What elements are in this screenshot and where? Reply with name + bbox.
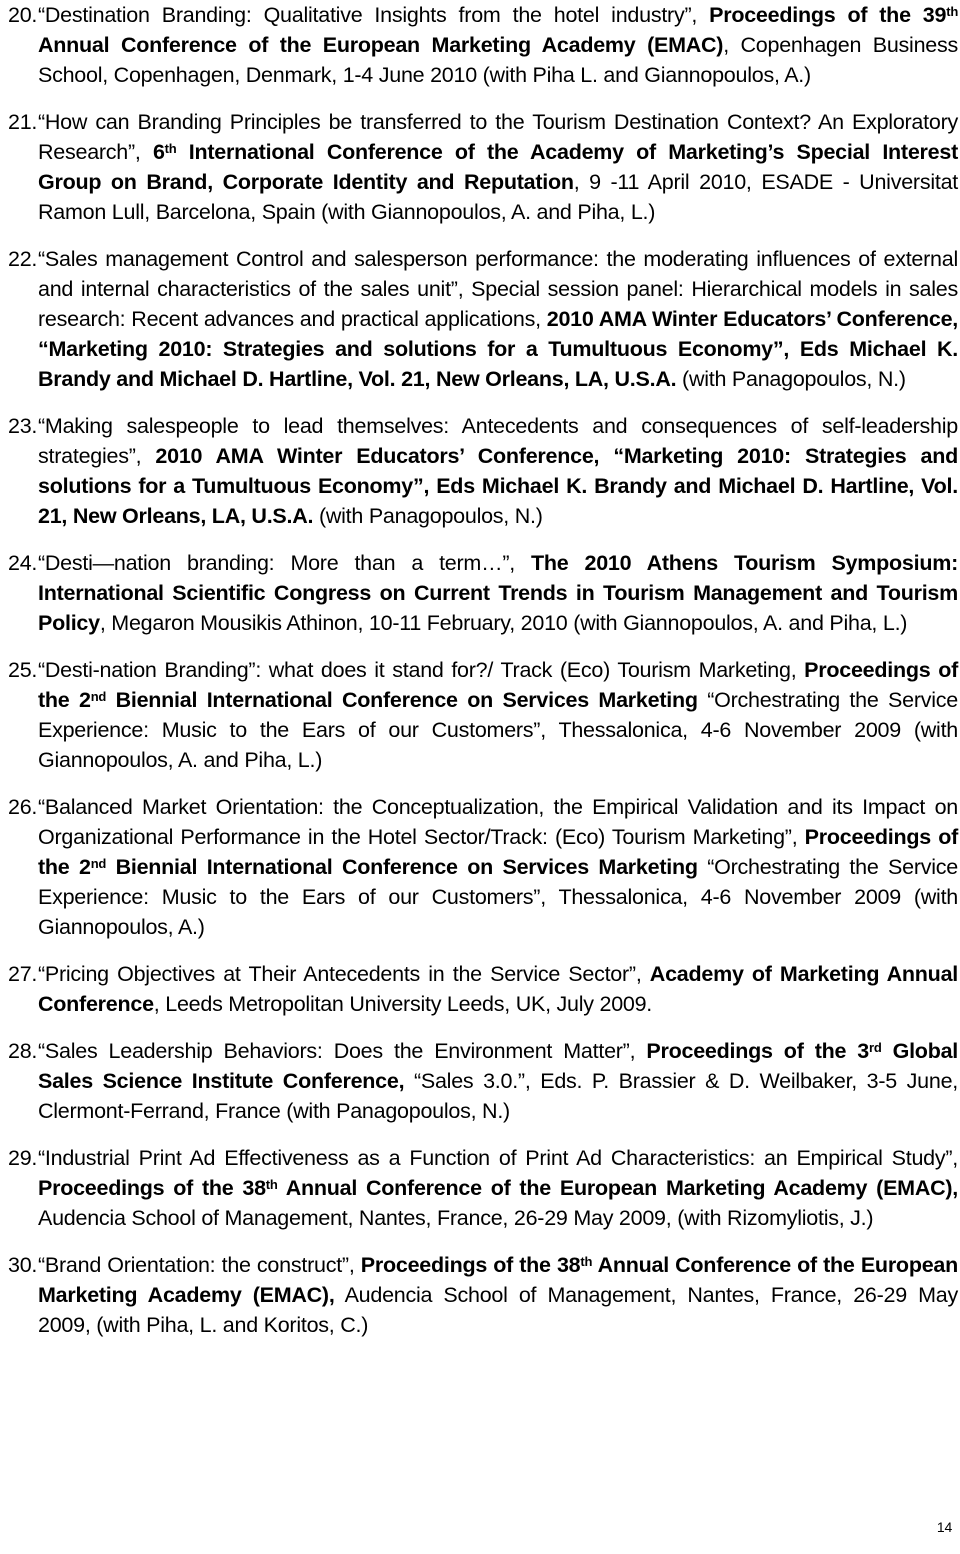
venue-text: Proceedings of the 39 [709,3,947,27]
ordinal-suffix: th [265,1177,278,1192]
venue-text: Annual Conference of the European Marketing Academy (EMAC) [38,33,724,57]
entry-text: “Destination Branding: Qualitative Insights from the hotel industry”, [38,3,710,27]
venue-text: Global Sales Science Institute Conference, [38,1039,959,1093]
entry-text: “Orchestrating the Service Experience: Music to the Ears of our Customers”, Thessalonica, 4-6 November 2009 (with Giannopoulos, A. and Piha, L.) [38,688,958,772]
ordinal-suffix: th [164,141,177,156]
entry-number: 24. [8,551,38,575]
venue-text: Annual Conference of the European Marketing Academy (EMAC), [277,1176,959,1200]
entry-text: “Sales 3.0.”, Eds. P. Brassier & D. Weilbaker, 3-5 June, Clermont-Ferrand, France (with Panagopoulos, N.) [38,1069,959,1123]
ordinal-suffix: nd [90,856,107,871]
venue-text: 6 [152,140,165,164]
venue-text: Annual Conference of the European Marketing Academy (EMAC), [38,1253,958,1307]
entry-number: 27. [8,962,38,986]
entry-text: “Sales Leadership Behaviors: Does the Environment Matter”, [38,1039,647,1063]
ordinal-suffix: nd [90,689,107,704]
entry-text: , Megaron Mousikis Athinon, 10-11 February, 2010 (with Giannopoulos, A. and Piha, L.) [99,611,908,635]
entry-text: Audencia School of Management, Nantes, France, 26-29 May 2009, (with Rizomyliotis, J.) [38,1206,874,1230]
entry-number: 20. [8,3,38,27]
entry-text: “Desti-nation Branding”: what does it stand for?/ Track (Eco) Tourism Marketing, [38,658,805,682]
venue-text: Proceedings of the 2 [38,658,958,712]
entry-number: 21. [8,110,38,134]
venue-text: The 2010 Athens Tourism Symposium: International Scientific Congress on Current Trends in Tourism Management and Tourism Policy [38,551,958,635]
publication-entry [8,1036,958,1126]
entry-number: 30. [8,1253,38,1277]
entry-text: , 9 -11 April 2010, ESADE - Universitat Ramon Lull, Barcelona, Spain (with Giannopoulos, A. and Piha, L.) [38,170,958,224]
entry-number: 25. [8,658,38,682]
venue-text: Proceedings of the 38 [360,1253,581,1277]
publication-list [8,0,958,1357]
entry-number: 23. [8,414,38,438]
entry-text: , Copenhagen Business School, Copenhagen, Denmark, 1-4 June 2010 (with Piha L. and Giannopoulos, A.) [38,33,958,87]
entry-text: “How can Branding Principles be transferred to the Tourism Destination Context? An Exploratory Research”, [38,110,958,164]
venue-text: 2010 AMA Winter Educators’ Conference, “Marketing 2010: Strategies and solutions for a Tumultuous Economy”, Eds Michael K. Brandy and Michael D. Hartline, Vol. 21, New Orleans, LA, U.S.A. [38,307,958,391]
venue-text: Academy of Marketing Annual Conference [38,962,958,1016]
page-number: 14 [936,1519,952,1535]
ordinal-suffix: th [580,1254,593,1269]
venue-text: Biennial International Conference on Services Marketing [106,855,698,879]
entry-text: “Desti―nation branding: More than a term…”, [38,551,531,575]
entry-text: “Industrial Print Ad Effectiveness as a Function of Print Ad Characteristics: an Empirical Study”, [38,1146,958,1170]
entry-number: 28. [8,1039,38,1063]
entry-text: “Balanced Market Orientation: the Conceptualization, the Empirical Validation and its Impact on Organizational Performance in the Hotel Sector/Track: (Eco) Tourism Marketing”, [38,795,958,849]
entry-number: 22. [8,247,38,271]
publication-entry [8,1143,958,1233]
venue-text: Proceedings of the 3 [646,1039,870,1063]
entry-text: “Orchestrating the Service Experience: Music to the Ears of our Customers”, Thessalonica, 4-6 November 2009 (with Giannopoulos, A.) [38,855,958,939]
entry-number: 29. [8,1146,38,1170]
entry-text: (with Panagopoulos, N.) [676,367,906,391]
publication-entry [8,107,958,227]
publication-entry [8,0,958,90]
venue-text: Proceedings of the 2 [38,825,958,879]
entry-text: “Making salespeople to lead themselves: Antecedents and consequences of self-leadership strategies”, [38,414,958,468]
entry-text: , Leeds Metropolitan University Leeds, UK, July 2009. [153,992,653,1016]
ordinal-suffix: th [946,4,959,19]
venue-text: Biennial International Conference on Services Marketing [106,688,698,712]
ordinal-suffix: rd [869,1040,882,1055]
publication-entry [8,244,958,394]
publication-entry [8,792,958,942]
venue-text: International Conference of the Academy of Marketing’s Special Interest Group on Brand, Corporate Identity and Reputation [38,140,958,194]
venue-text: Proceedings of the 38 [38,1176,266,1200]
publication-entry [8,411,958,531]
publication-entry [8,655,958,775]
entry-text: “Sales management Control and salesperson performance: the moderating influences of external and internal characteristics of the sales unit”, Special session panel: Hierarchical models in sales research: Recent advances and practical applications, [38,247,958,331]
entry-text: (with Panagopoulos, N.) [313,504,543,528]
venue-text: 2010 AMA Winter Educators’ Conference, “Marketing 2010: Strategies and solutions for a Tumultuous Economy”, Eds Michael K. Brandy and Michael D. Hartline, Vol. 21, New Orleans, LA, U.S.A. [38,444,958,528]
entry-number: 26. [8,795,38,819]
entry-text: Audencia School of Management, Nantes, France, 26-29 May 2009, (with Piha, L. and Koritos, C.) [38,1283,958,1337]
entry-text: “Pricing Objectives at Their Antecedents in the Service Sector”, [38,962,650,986]
entry-text: “Brand Orientation: the construct”, [38,1253,361,1277]
publication-entry [8,548,958,638]
publication-entry [8,1250,958,1340]
publication-entry [8,959,958,1019]
